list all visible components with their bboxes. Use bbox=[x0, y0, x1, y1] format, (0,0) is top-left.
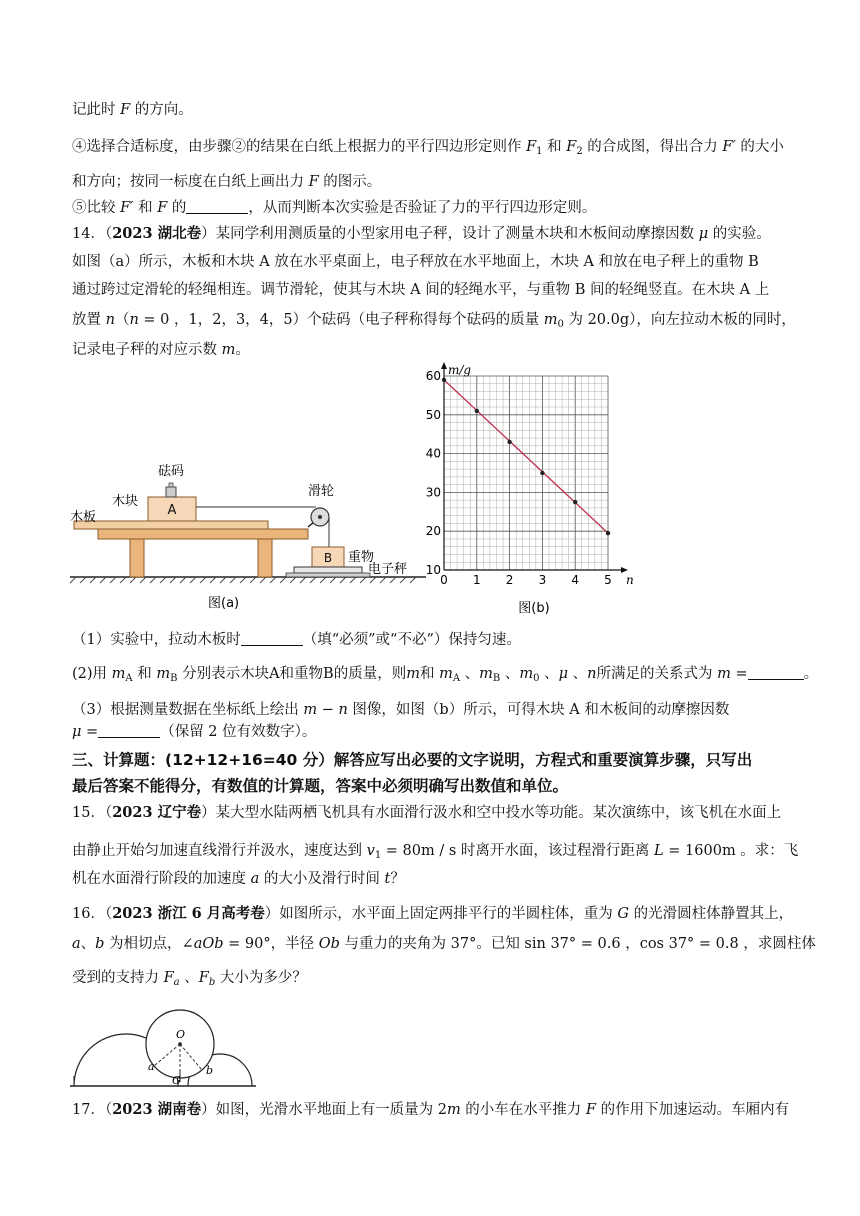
label-O: O bbox=[176, 1028, 186, 1041]
text-line: ④选择合适标度，由步骤②的结果在白纸上根据力的平行四边形定则作 $F_1$ 和 $F_2$ 的合成图，得出合力 F′ 的大小 bbox=[72, 139, 784, 157]
label-heavy: 重物 bbox=[348, 550, 375, 565]
figure-a-caption: 图(a) bbox=[208, 596, 240, 611]
x-tick-label: 4 bbox=[571, 573, 580, 587]
text-line: 由静止开始匀加速直线滑行并汲水，速度达到 $v_1 = 80m / s$ 时离开水面，该过程滑行距离 L = 1600m 。求：飞 bbox=[72, 843, 799, 861]
text-line: 记此时 F 的方向。 bbox=[72, 102, 193, 118]
figure-a bbox=[68, 455, 428, 615]
y-tick-label: 10 bbox=[425, 563, 441, 577]
data-point bbox=[442, 378, 446, 382]
y-tick-label: 20 bbox=[425, 524, 441, 539]
figure-b-caption: 图(b) bbox=[518, 601, 550, 616]
answer-blank[interactable] bbox=[748, 665, 804, 680]
text-line: 和方向；按同一标度在白纸上画出力 F 的图示。 bbox=[72, 174, 382, 190]
y-axis-label: m/g bbox=[448, 363, 472, 377]
x-axis-label: n bbox=[626, 573, 634, 587]
figure-16 bbox=[68, 1008, 258, 1090]
text-line: 受到的支持力 $F_a$ 、$F_b$ 大小为多少？ bbox=[72, 970, 307, 988]
x-tick-label: 1 bbox=[472, 573, 481, 587]
answer-blank[interactable] bbox=[241, 631, 303, 646]
block-letter: A bbox=[167, 503, 177, 518]
x-tick-label: 2 bbox=[505, 573, 514, 587]
label-b: b bbox=[206, 1064, 214, 1077]
text-line: 17．（2023 湖南卷）如图，光滑水平地面上有一质量为 2m 的小车在水平推力 F 的作用下加速运动。车厢内有 bbox=[72, 1101, 790, 1118]
data-point bbox=[540, 471, 544, 475]
text-line: 14．（2023 湖北卷）某同学利用测质量的小型家用电子秤，设计了测量木块和木板间动摩擦因数 μ 的实验。 bbox=[72, 225, 771, 242]
fit-line bbox=[444, 380, 608, 533]
data-point bbox=[573, 500, 577, 504]
text-line: （1）实验中，拉动木板时 （填“必须”或“不必”）保持匀速。 bbox=[72, 632, 521, 648]
x-tick-label: 3 bbox=[538, 573, 547, 587]
text-line: ⑤比较 F′ 和 F 的 ，从而判断本次实验是否验证了力的平行四边形定则。 bbox=[72, 200, 597, 216]
label-pulley: 滑轮 bbox=[308, 484, 335, 499]
text-line: a、b 为相切点，∠aOb = 90°，半径 Ob 与重力的夹角为 37°。已知 sin 37° = 0.6 ，cos 37° = 0.8 ，求圆柱体 bbox=[72, 936, 816, 952]
data-point bbox=[507, 440, 511, 444]
text-line: 如图（a）所示，木板和木块 A 放在水平桌面上，电子秤放在水平地面上，木块 A 和放在电子秤上的重物 B bbox=[72, 254, 759, 270]
label-weights: 砝码 bbox=[158, 464, 185, 479]
answer-blank[interactable] bbox=[186, 199, 248, 214]
label-board: 木板 bbox=[70, 510, 97, 525]
x-tick-label: 5 bbox=[604, 573, 612, 587]
data-point bbox=[606, 531, 610, 535]
section-heading: 最后答案不能得分，有数值的计算题，答案中必须明确写出数值和单位。 bbox=[72, 777, 569, 795]
heavy-letter: B bbox=[323, 551, 333, 565]
y-axis-arrow bbox=[441, 362, 447, 369]
data-point bbox=[475, 409, 479, 413]
section-heading: 三、计算题：(12+12+16=40 分）解答应写出必要的文字说明，方程式和重要演算步骤，只写出 bbox=[72, 751, 753, 769]
label-block: 木块 bbox=[112, 494, 139, 509]
text-line: 通过跨过定滑轮的轻绳相连。调节滑轮，使其与木块 A 间的轻绳水平，与重物 B 间的轻绳竖直。在木块 A 上 bbox=[72, 282, 770, 298]
text-line: （3）根据测量数据在坐标纸上绘出 m − n 图像，如图（b）所示，可得木块 A 和木板间的动摩擦因数 bbox=[72, 702, 730, 718]
y-tick-label: 40 bbox=[425, 446, 441, 461]
y-tick-label: 60 bbox=[425, 369, 441, 383]
label-G: G bbox=[172, 1074, 181, 1087]
text-line: 15．（2023 辽宁卷）某大型水陆两栖飞机具有水面滑行汲水和空中投水等功能。某次演练中，该飞机在水面上 bbox=[72, 804, 782, 821]
text-line: (2)用 $m_A$ 和 $m_B$ 分别表示木块A和重物B的质量，则m和 $m_A$ 、$m_B$ 、$m_0$ 、μ 、n所满足的关系式为 m = 。 bbox=[72, 666, 819, 684]
text-line: 机在水面滑行阶段的加速度 a 的大小及滑行时间 t？ bbox=[72, 871, 405, 887]
label-a: a bbox=[148, 1060, 155, 1073]
text-line: μ = （保留 2 位有效数字）。 bbox=[72, 724, 317, 740]
text-line: 放置 n（n = 0 ，1，2，3，4，5）个砝码（电子秤称得每个砝码的质量 $m_0$ 为 20.0g），向左拉动木板的同时， bbox=[72, 312, 796, 330]
text-line: 16．（2023 浙江 6 月高考卷）如图所示，水平面上固定两排平行的半圆柱体，重为 G 的光滑圆柱体静置其上， bbox=[72, 905, 794, 922]
figure-b-chart bbox=[420, 362, 640, 618]
label-scale: 电子秤 bbox=[368, 562, 408, 577]
x-tick-label: 0 bbox=[440, 573, 448, 587]
y-tick-label: 50 bbox=[425, 407, 441, 422]
answer-blank[interactable] bbox=[98, 723, 160, 738]
text-line: 记录电子秤的对应示数 m。 bbox=[72, 342, 250, 358]
y-tick-label: 30 bbox=[425, 485, 441, 500]
